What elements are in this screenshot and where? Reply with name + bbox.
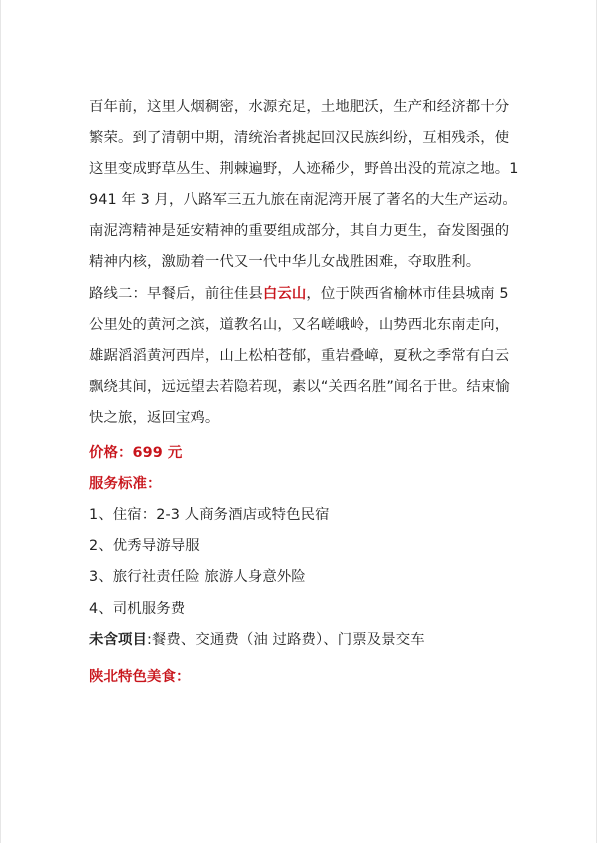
service-item-driver: 4、司机服务费 <box>89 600 186 617</box>
document-content <box>89 92 521 693</box>
excluded-items-text: :餐费、交通费（油 过路费）、门票及景交车 <box>146 631 425 648</box>
excluded-items-line <box>89 625 521 656</box>
service-standard-heading: 服务标准： <box>89 476 162 493</box>
service-item-insurance: 3、旅行社责任险 旅游人身意外险 <box>89 569 306 586</box>
route-two-description: ，位于陕西省榆林市佳县城南 5 公里处的黄河之滨，道教名山，又名嵯峨岭，山势西北东南走向，雄踞滔滔黄河西岸，山上松柏苍郁，重岩叠嶂，夏秋之季常有白云飘绕其间，远远望去若隐若现，素以“关西名胜”闻名于世。结束愉快之旅，返回宝鸡。 <box>89 285 510 426</box>
intro-paragraph: 百年前，这里人烟稠密，水源充足，土地肥沃，生产和经济都十分繁荣。到了清朝中期，清统治者挑起回汉民族纠纷，互相残杀，使这里变成野草丛生、荆棘遍野，人迹稀少，野兽出没的荒凉之地。1941 年 3 月，八路军三五九旅在南泥湾开展了著名的大生产运动。南泥湾精神是延安精神的重要组成部分，其自力更生，奋发图强的精神内核，激励着一代又一代中华儿女战胜困难，夺取胜利。 <box>89 99 519 271</box>
northern-shaanxi-food-heading: 陕北特色美食： <box>89 668 191 685</box>
route-two-prefix: 路线二：早餐后，前往佳县 <box>89 285 263 302</box>
route-two-paragraph <box>89 279 521 434</box>
service-item-guide: 2、优秀导游导服 <box>89 538 200 555</box>
price-line: 价格：699 元 <box>89 445 183 462</box>
service-item-accommodation: 1、住宿：2-3 人商务酒店或特色民宿 <box>89 507 330 524</box>
baiyun-mountain-highlight: 白云山 <box>262 285 307 302</box>
excluded-items-label: 未含项目 <box>89 631 147 648</box>
